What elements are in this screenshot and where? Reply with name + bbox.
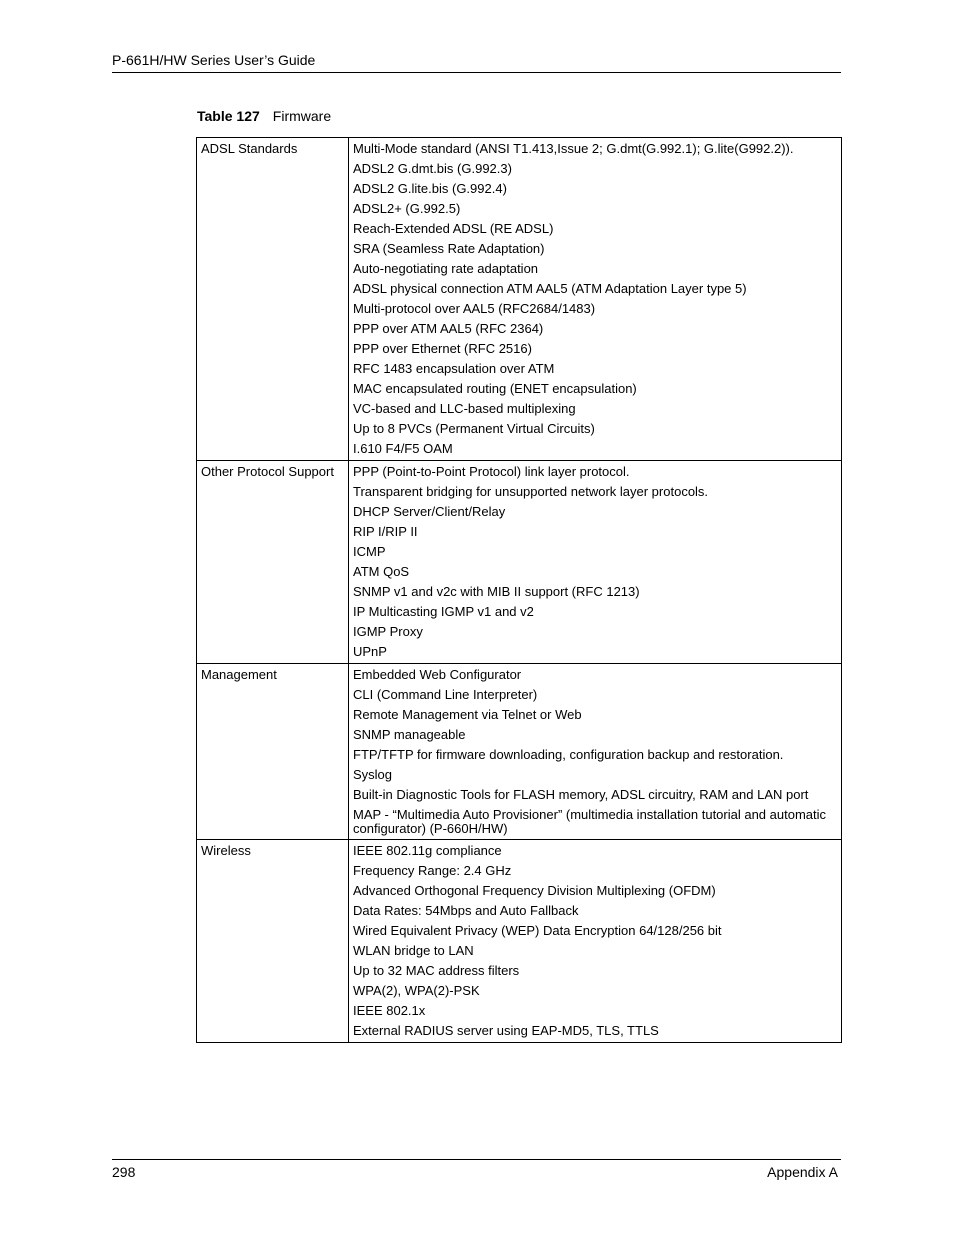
feature-item: PPP (Point-to-Point Protocol) link layer protocol. xyxy=(353,464,630,479)
feature-item: Data Rates: 54Mbps and Auto Fallback xyxy=(353,903,579,918)
feature-item: WLAN bridge to LAN xyxy=(353,943,474,958)
feature-item: External RADIUS server using EAP-MD5, TLS, TTLS xyxy=(353,1023,659,1038)
feature-item: Auto-negotiating rate adaptation xyxy=(353,261,539,276)
feature-item: Advanced Orthogonal Frequency Division Multiplexing (OFDM) xyxy=(353,883,716,898)
feature-list xyxy=(349,138,842,461)
feature-item: Up to 8 PVCs (Permanent Virtual Circuits) xyxy=(353,421,595,436)
firmware-table-body xyxy=(197,138,842,1043)
feature-item: Frequency Range: 2.4 GHz xyxy=(353,863,512,878)
feature-item: ATM QoS xyxy=(353,564,410,579)
feature-item: I.610 F4/F5 OAM xyxy=(353,441,453,456)
feature-item: Multi-Mode standard (ANSI T1.413,Issue 2; G.dmt(G.992.1); G.lite(G992.2)). xyxy=(353,141,794,156)
feature-item: SNMP v1 and v2c with MIB II support (RFC 1213) xyxy=(353,584,640,599)
running-header xyxy=(112,52,841,73)
feature-item: FTP/TFTP for firmware downloading, configuration backup and restoration. xyxy=(353,747,784,762)
feature-item: Embedded Web Configurator xyxy=(353,667,522,682)
feature-item: Built-in Diagnostic Tools for FLASH memory, ADSL circuitry, RAM and LAN port xyxy=(353,787,809,802)
feature-item: WPA(2), WPA(2)-PSK xyxy=(353,983,480,998)
table-row xyxy=(197,138,842,461)
feature-item: ADSL2+ (G.992.5) xyxy=(353,201,461,216)
running-footer xyxy=(112,1159,841,1180)
feature-item: VC-based and LLC-based multiplexing xyxy=(353,401,576,416)
feature-item: ICMP xyxy=(353,544,386,559)
feature-item: Up to 32 MAC address filters xyxy=(353,963,520,978)
feature-item: ADSL2 G.dmt.bis (G.992.3) xyxy=(353,161,512,176)
feature-item: Reach-Extended ADSL (RE ADSL) xyxy=(353,221,554,236)
guide-title: P-661H/HW Series User’s Guide xyxy=(112,52,316,68)
table-row xyxy=(197,664,842,840)
section-name: Appendix A xyxy=(767,1164,838,1180)
feature-item: RFC 1483 encapsulation over ATM xyxy=(353,361,555,376)
feature-item: PPP over ATM AAL5 (RFC 2364) xyxy=(353,321,544,336)
feature-list xyxy=(349,664,842,840)
feature-item: ADSL physical connection ATM AAL5 (ATM Adaptation Layer type 5) xyxy=(353,281,747,296)
feature-item: ADSL2 G.lite.bis (G.992.4) xyxy=(353,181,507,196)
table-row xyxy=(197,461,842,664)
feature-item: SNMP manageable xyxy=(353,727,466,742)
feature-category: ADSL Standards xyxy=(197,138,349,461)
feature-item: PPP over Ethernet (RFC 2516) xyxy=(353,341,532,356)
feature-item: Remote Management via Telnet or Web xyxy=(353,707,582,722)
feature-category: Other Protocol Support xyxy=(197,461,349,664)
feature-item: SRA (Seamless Rate Adaptation) xyxy=(353,241,545,256)
feature-category: Management xyxy=(197,664,349,840)
feature-item: UPnP xyxy=(353,644,387,659)
feature-item: RIP I/RIP II xyxy=(353,524,418,539)
feature-category: Wireless xyxy=(197,840,349,1043)
firmware-table xyxy=(196,137,842,1043)
feature-item: DHCP Server/Client/Relay xyxy=(353,504,506,519)
table-number: Table 127 xyxy=(197,108,260,124)
feature-item: IEEE 802.11g compliance xyxy=(353,843,502,858)
feature-item: CLI (Command Line Interpreter) xyxy=(353,687,538,702)
feature-item: IGMP Proxy xyxy=(353,624,423,639)
feature-item: Wired Equivalent Privacy (WEP) Data Encryption 64/128/256 bit xyxy=(353,923,722,938)
feature-item: MAC encapsulated routing (ENET encapsulation) xyxy=(353,381,637,396)
feature-item: Multi-protocol over AAL5 (RFC2684/1483) xyxy=(353,301,596,316)
page-number: 298 xyxy=(112,1164,136,1180)
feature-list xyxy=(349,461,842,664)
feature-item: MAP - “Multimedia Auto Provisioner” (multimedia installation tutorial and automatic configurator) (P-660H/HW) xyxy=(353,807,827,836)
feature-item: Transparent bridging for unsupported network layer protocols. xyxy=(353,484,709,499)
table-row xyxy=(197,840,842,1043)
feature-list xyxy=(349,840,842,1043)
feature-item: IEEE 802.1x xyxy=(353,1003,426,1018)
table-caption xyxy=(197,108,331,124)
feature-item: IP Multicasting IGMP v1 and v2 xyxy=(353,604,534,619)
feature-item: Syslog xyxy=(353,767,393,782)
table-title: Firmware xyxy=(272,108,332,124)
